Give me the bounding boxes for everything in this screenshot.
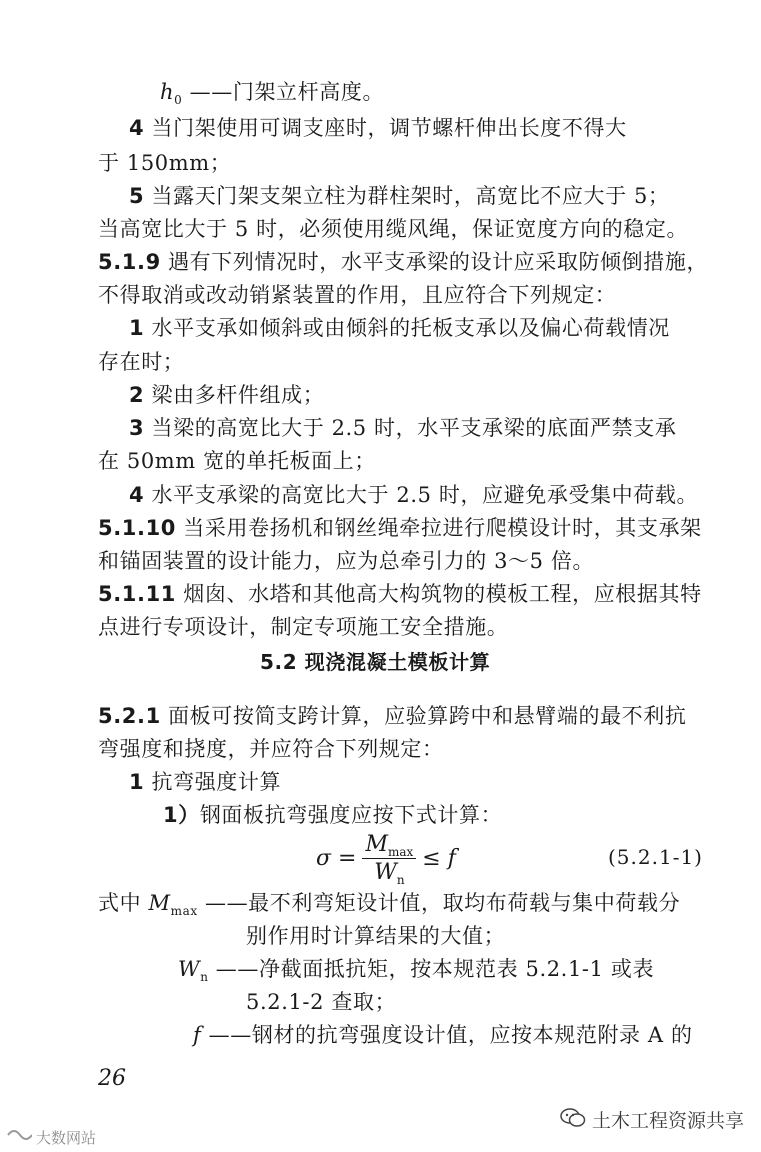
watermark-logo-icon [6, 1126, 32, 1148]
text-line [98, 250, 708, 274]
text-line [260, 650, 490, 674]
text-line [129, 184, 670, 208]
text-run: 3 [129, 416, 145, 440]
formula-lhs: σ = [316, 845, 357, 871]
text-line [129, 416, 676, 440]
text-line [160, 80, 384, 107]
watermark-left [6, 1126, 96, 1148]
formula-denominator: $W_n$ [374, 859, 405, 887]
text-run: 5.1.9 [98, 250, 161, 274]
text-run: f [193, 1023, 202, 1047]
watermark-left-text: 大数网站 [36, 1128, 97, 1147]
text-line [98, 217, 688, 241]
text-run: 当采用卷扬机和钢丝绳牵拉进行爬模设计时，其支承架 [176, 516, 702, 540]
text-run: 烟囱、水塔和其他高大构筑物的模板工程，应根据其特 [176, 582, 702, 606]
text-line [129, 770, 281, 794]
watermark-right [560, 1106, 744, 1133]
watermark-right-text: 土木工程资源共享 [592, 1110, 745, 1132]
page-number: 26 [98, 1066, 126, 1091]
text-run: ——门架立杆高度。 [182, 80, 385, 104]
text-run: 当高宽比大于 5 时，必须使用缆风绳，保证宽度方向的稳定。 [98, 217, 689, 241]
text-run: 于 150mm； [98, 151, 232, 175]
text-line [98, 582, 702, 606]
text-run: 别作用时计算结果的大值； [246, 924, 506, 948]
text-run: 4 [129, 483, 145, 507]
text-run: 4 [129, 116, 145, 140]
text-line [98, 549, 594, 573]
text-run: 1 [129, 316, 145, 340]
text-run: 当门架使用可调支座时，调节螺杆伸出长度不得大 [144, 116, 627, 140]
text-run: 点进行专项设计，制定专项施工安全措施。 [98, 615, 509, 639]
text-run: 5.1.11 [98, 582, 177, 606]
equation-number: (5.2.1-1) [608, 845, 703, 869]
text-run: 水平支承梁的高宽比大于 2.5 时，应避免承受集中荷载。 [144, 483, 699, 507]
text-line [193, 1023, 693, 1047]
formula-fraction [362, 832, 416, 885]
text-run: 0 [174, 93, 183, 107]
text-run: 当梁的高宽比大于 2.5 时，水平支承梁的底面严禁支承 [144, 416, 677, 440]
text-run: 抗弯强度计算 [144, 770, 282, 794]
text-line [98, 615, 508, 639]
text-line [98, 449, 376, 473]
text-line [129, 316, 670, 340]
text-run: 水平支承如倾斜或由倾斜的托板支承以及偏心荷载情况 [144, 316, 670, 340]
text-run: 面板可按简支跨计算，应验算跨中和悬臂端的最不利抗 [160, 704, 687, 728]
text-run: W [178, 957, 201, 981]
equation-5-2-1-1 [316, 830, 456, 886]
text-run: 遇有下列情况时，水平支承梁的设计应采取防倾倒措施， [160, 250, 709, 274]
text-run: max [170, 904, 198, 918]
text-run: 2 [129, 383, 145, 407]
text-line [129, 383, 324, 407]
text-run: 当露天门架支架立柱为群柱架时，高宽比不应大于 5； [144, 184, 670, 208]
text-run: 5.2.1 [98, 704, 161, 728]
text-line [98, 891, 680, 918]
text-run: 5.1.10 [98, 516, 177, 540]
text-line [163, 803, 502, 827]
text-line [98, 283, 616, 307]
text-run: M [148, 891, 171, 915]
text-run: 钢面板抗弯强度应按下式计算： [199, 803, 503, 827]
text-run: 5 [129, 184, 145, 208]
text-run: 在 50mm 宽的单托板面上； [98, 449, 376, 473]
text-line [246, 924, 505, 948]
text-run: ——最不利弯矩设计值，取均布荷载与集中荷载分 [197, 891, 681, 915]
text-line [98, 737, 444, 761]
formula-numerator: $M_{max}$ [362, 832, 416, 859]
text-run: h [160, 80, 175, 104]
text-run: 梁由多杆件组成； [144, 383, 325, 407]
text-line [129, 483, 698, 507]
text-run: 1） [163, 803, 200, 827]
wechat-icon [560, 1107, 586, 1133]
text-run: 不得取消或改动销紧装置的作用，且应符合下列规定： [98, 283, 617, 307]
text-line [98, 151, 231, 175]
text-line [246, 990, 396, 1014]
text-run: 和锚固装置的设计能力，应为总牵引力的 3～5 倍。 [98, 549, 595, 573]
text-run: n [200, 970, 209, 984]
text-line [98, 516, 702, 540]
formula-rhs: ≤ f [422, 845, 456, 871]
text-line [129, 116, 627, 140]
text-run: 式中 [98, 891, 149, 915]
text-run: ——净截面抵抗矩，按本规范表 5.2.1-1 或表 [208, 957, 655, 981]
text-line [98, 704, 686, 728]
text-run: 1 [129, 770, 145, 794]
text-run: 5.2.1-2 查取； [246, 990, 397, 1014]
text-line [98, 350, 184, 374]
text-run: 存在时； [98, 350, 185, 374]
text-run: 弯强度和挠度，并应符合下列规定： [98, 737, 444, 761]
text-line [178, 957, 654, 984]
text-run: ——钢材的抗弯强度设计值，应按本规范附录 A 的 [201, 1023, 693, 1047]
text-run: 5.2 现浇混凝土模板计算 [260, 650, 491, 674]
